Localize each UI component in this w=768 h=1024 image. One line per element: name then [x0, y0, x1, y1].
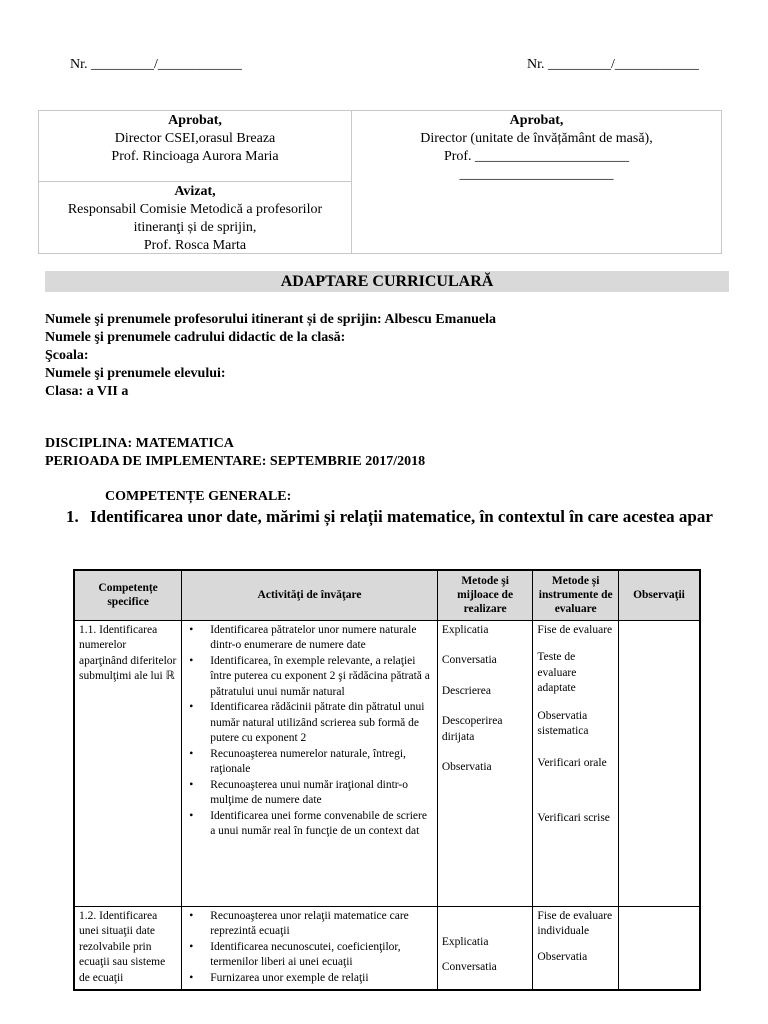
avizat-cell: [39, 182, 352, 253]
approval-line: Prof. ______________________: [443, 149, 630, 164]
list-item: • Identificarea, în exemple relevante, a relaţiei între puterea cu exponent 2 şi rădăcina pătrată a pătratului unui număr natural: [210, 654, 433, 701]
avizat-line: itineranţi și de sprijin,: [133, 220, 257, 235]
table-row: [74, 620, 700, 906]
general-competence-number: 1.: [66, 507, 79, 526]
info-elev: Numele şi prenumele elevului:: [45, 366, 226, 381]
evaluare-item: Verificari orale: [537, 756, 607, 769]
general-competence-text: Identificarea unor date, mărimi și relații matematice, în contextul în care acestea apar: [90, 507, 713, 526]
list-item: • Recunoaşterea unor relaţii matematice care reprezintă ecuaţii: [210, 909, 433, 940]
metoda-item: Explicatia: [441, 935, 489, 948]
approval-school-cell: [352, 111, 721, 253]
metode-cell: [437, 906, 533, 990]
approval-csei-cell: [39, 111, 352, 182]
list-item: • Recunoaşterea numerelor naturale, întregi, raţionale: [210, 747, 433, 778]
activitati-cell: [182, 620, 438, 906]
table-header-row: [74, 570, 700, 620]
list-item: • Identificarea rădăcinii pătrate din pătratul unui număr natural utilizând scrierea sub formă de putere cu exponent 2: [210, 700, 433, 747]
metoda-item: Observatia: [441, 761, 492, 773]
activitati-cell: [182, 906, 438, 990]
metoda-item: Explicatia: [441, 623, 489, 636]
header-observatii: Observaţii: [618, 570, 700, 620]
competenta-cell: 1.2. Identificarea unei situaţii date rezolvabile prin ecuaţii sau sisteme de ecuaţii: [74, 906, 182, 990]
metode-cell: [437, 620, 533, 906]
observatii-cell: [618, 906, 700, 990]
metoda-item: Descoperirea dirijata: [441, 715, 503, 743]
info-disciplina: DISCIPLINA: MATEMATICA: [45, 436, 234, 451]
approval-table: [38, 110, 722, 254]
info-perioada: PERIOADA DE IMPLEMENTARE: SEPTEMBRIE 2017/2018: [45, 454, 426, 469]
avizat-line: Prof. Rosca Marta: [143, 238, 247, 253]
observatii-cell: [618, 620, 700, 906]
list-item: • Recunoaşterea unui număr iraţional dintr-o mulţime de numere date: [210, 778, 433, 809]
metoda-item: Conversatia: [441, 961, 497, 973]
evaluare-item: Observatia: [537, 950, 588, 963]
competenta-cell: 1.1. Identificarea numerelor aparţinând diferitelor submulţimi ale lui ℝ: [74, 620, 182, 906]
approval-title: Aprobat,: [509, 113, 564, 128]
avizat-title: Avizat,: [174, 184, 216, 199]
list-item: • Identificarea pătratelor unor numere naturale dintr-o enumerare de numere date: [210, 623, 433, 654]
competente-generale-heading: COMPETENȚE GENERALE:: [105, 489, 292, 504]
list-item: • Identificarea unei forme convenabile de scriere a unui număr real în funcţie de un context dat: [210, 809, 433, 840]
registration-number-right: Nr. _________/____________: [527, 57, 699, 72]
header-metode: Metode şi mijloace de realizare: [437, 570, 533, 620]
approval-line: Prof. Rincioaga Aurora Maria: [111, 149, 279, 164]
approval-line: Director CSEI,orasul Breaza: [114, 131, 276, 146]
header-competente: Competențe specifice: [74, 570, 182, 620]
list-item: • Furnizarea unor exemple de relaţii: [210, 971, 433, 987]
evaluare-item: Observatia sistematica: [537, 709, 589, 737]
evaluare-item: Fise de evaluare: [537, 623, 613, 636]
header-activitati: Activităţi de învăţare: [182, 570, 438, 620]
info-scoala: Şcoala:: [45, 348, 89, 363]
competence-table: [73, 569, 701, 991]
evaluare-cell: [533, 620, 619, 906]
evaluare-item: Verificari scrise: [537, 812, 610, 824]
approval-title: Aprobat,: [168, 113, 222, 128]
info-cadru: Numele şi prenumele cadrului didactic de la clasă:: [45, 330, 346, 345]
list-item: • Identificarea necunoscutei, coeficienţilor, termenilor liberi ai unei ecuaţii: [210, 940, 433, 971]
approval-line: Director (unitate de învățământ de masă),: [420, 131, 653, 146]
registration-number-left: Nr. _________/____________: [70, 57, 242, 72]
metoda-item: Descrierea: [441, 684, 491, 697]
document-title: ADAPTARE CURRICULARĂ: [45, 271, 729, 292]
table-row: [74, 906, 700, 990]
evaluare-item: Teste de evaluare adaptate: [537, 651, 577, 694]
info-profesor: Numele şi prenumele profesorului itinerant și de sprijin: Albescu Emanuela: [45, 312, 496, 327]
header-evaluare: Metode și instrumente de evaluare: [533, 570, 619, 620]
approval-line: ______________________: [459, 167, 614, 182]
avizat-line: Responsabil Comisie Metodică a profesorilor: [67, 202, 323, 217]
metoda-item: Conversatia: [441, 654, 497, 666]
evaluare-item: Fise de evaluare individuale: [537, 909, 613, 937]
info-clasa: Clasa: a VII a: [45, 384, 129, 399]
evaluare-cell: [533, 906, 619, 990]
